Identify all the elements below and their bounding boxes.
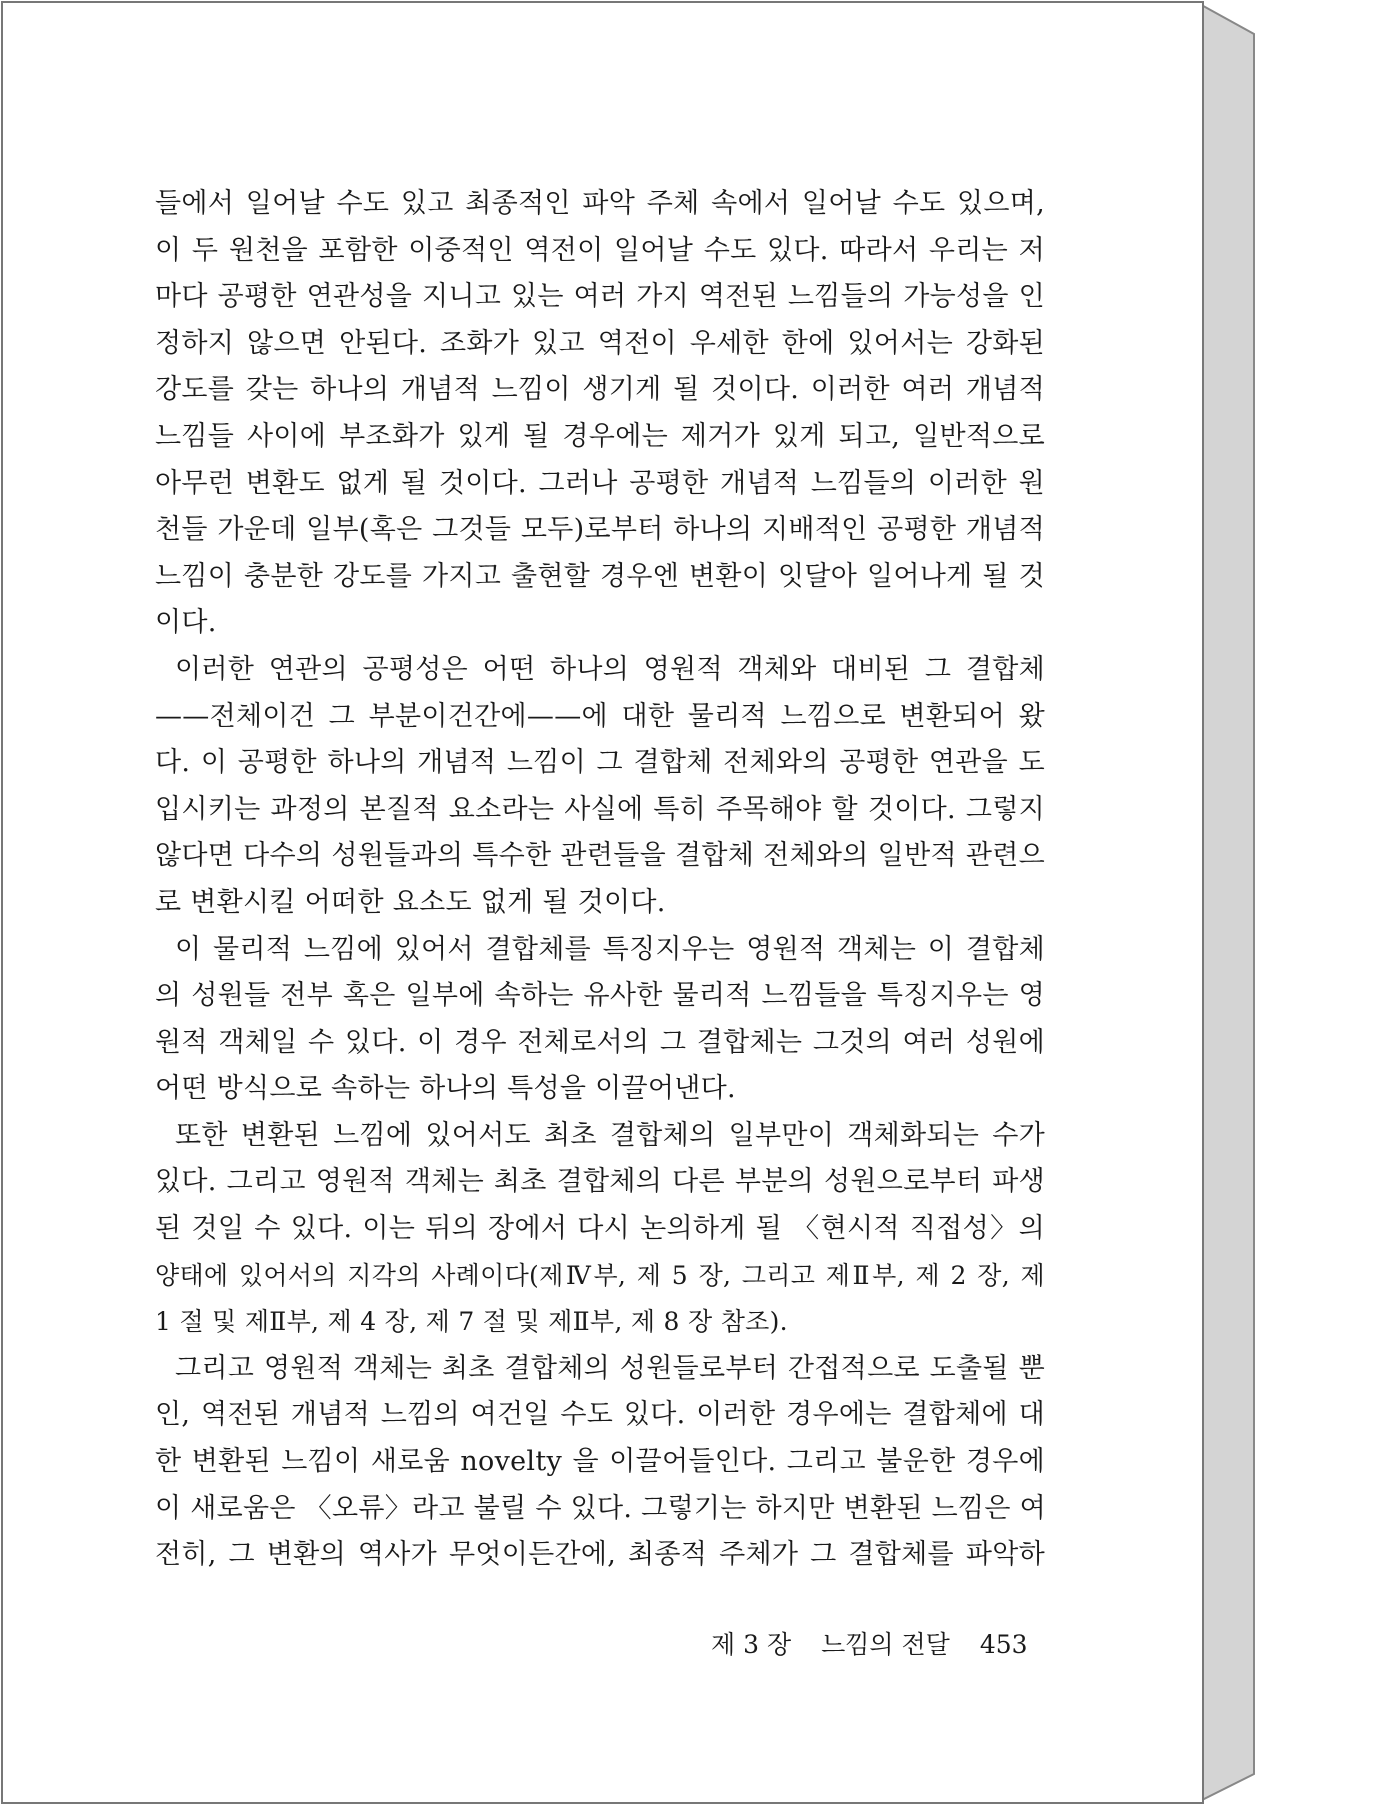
text-line: 마다 공평한 연관성을 지니고 있는 여러 가지 역전된 느낌들의 가능성을 인 <box>155 281 1045 313</box>
footer-title: 느낌의 전달 <box>821 1630 950 1659</box>
text-line: 1 절 및 제Ⅱ부, 제 4 장, 제 7 절 및 제Ⅱ부, 제 8 장 참조). <box>155 1307 788 1337</box>
text-line: 또한 변환된 느낌에 있어서도 최초 결합체의 일부만이 객체화되는 수가 <box>175 1119 1045 1151</box>
text-line: 이 새로움은 〈오류〉라고 불릴 수 있다. 그렇기는 하지만 변환된 느낌은 여 <box>155 1492 1047 1524</box>
text-line: 느낌들 사이에 부조화가 있게 될 경우에는 제거가 있게 되고, 일반적으로 <box>155 420 1045 452</box>
body-text <box>155 181 1045 1579</box>
text-line: 전히, 그 변환의 역사가 무엇이든간에, 최종적 주체가 그 결합체를 파악하 <box>155 1539 1045 1571</box>
text-line: 그리고 영원적 객체는 최초 결합체의 성원들로부터 간접적으로 도출될 뿐 <box>175 1352 1045 1384</box>
text-line: 강도를 갖는 하나의 개념적 느낌이 생기게 될 것이다. 이러한 여러 개념적 <box>155 374 1045 406</box>
running-footer <box>711 1625 1061 1665</box>
text-line: 의 성원들 전부 혹은 일부에 속하는 유사한 물리적 느낌들을 특징지우는 영 <box>155 980 1045 1012</box>
text-line: 이다. <box>155 607 217 639</box>
text-line: ——전체이건 그 부분이건간에——에 대한 물리적 느낌으로 변환되어 왔 <box>155 700 1045 732</box>
text-line: 한 변환된 느낌이 새로움 novelty 을 이끌어들인다. 그리고 불운한 경우에 <box>155 1446 1045 1478</box>
text-line: 입시키는 과정의 본질적 요소라는 사실에 특히 주목해야 할 것이다. 그렇지 <box>155 793 1045 825</box>
book-side-edge <box>1196 2 1276 1803</box>
text-line: 된 것일 수 있다. 이는 뒤의 장에서 다시 논의하게 될 〈현시적 직접성〉의 <box>155 1213 1045 1245</box>
text-line: 이 물리적 느낌에 있어서 결합체를 특징지우는 영원적 객체는 이 결합체 <box>175 933 1045 965</box>
book-page <box>1 1 1204 1804</box>
text-line: 정하지 않으면 안된다. 조화가 있고 역전이 우세한 한에 있어서는 강화된 <box>155 327 1045 359</box>
text-line: 다. 이 공평한 하나의 개념적 느낌이 그 결합체 전체와의 공평한 연관을 도 <box>155 747 1045 779</box>
text-line: 있다. 그리고 영원적 객체는 최초 결합체의 다른 부분의 성원으로부터 파생 <box>155 1166 1045 1198</box>
footer-chapter: 제 3 장 <box>711 1630 792 1659</box>
text-line: 천들 가운데 일부(혹은 그것들 모두)로부터 하나의 지배적인 공평한 개념적 <box>155 514 1045 546</box>
text-line: 원적 객체일 수 있다. 이 경우 전체로서의 그 결합체는 그것의 여러 성원에 <box>155 1026 1045 1058</box>
text-line: 로 변환시킬 어떠한 요소도 없게 될 것이다. <box>155 886 666 918</box>
text-line: 느낌이 충분한 강도를 가지고 출현할 경우엔 변환이 잇달아 일어나게 될 것 <box>155 560 1045 592</box>
text-line: 들에서 일어날 수도 있고 최종적인 파악 주체 속에서 일어날 수도 있으며, <box>155 188 1045 219</box>
text-line: 인, 역전된 개념적 느낌의 여건일 수도 있다. 이러한 경우에는 결합체에 대 <box>155 1399 1045 1431</box>
page-number: 453 <box>979 1630 1028 1659</box>
text-line: 않다면 다수의 성원들과의 특수한 관련들을 결합체 전체와의 일반적 관련으 <box>155 840 1045 872</box>
text-line: 이러한 연관의 공평성은 어떤 하나의 영원적 객체와 대비된 그 결합체 <box>175 653 1045 685</box>
text-line: 어떤 방식으로 속하는 하나의 특성을 이끌어낸다. <box>155 1073 736 1105</box>
text-line: 이 두 원천을 포함한 이중적인 역전이 일어날 수도 있다. 따라서 우리는 저 <box>155 234 1045 266</box>
text-line: 아무런 변환도 없게 될 것이다. 그러나 공평한 개념적 느낌들의 이러한 원 <box>155 467 1045 499</box>
text-line: 양태에 있어서의 지각의 사례이다(제Ⅳ부, 제 5 장, 그리고 제Ⅱ부, 제 2 장, 제 <box>155 1260 1045 1290</box>
